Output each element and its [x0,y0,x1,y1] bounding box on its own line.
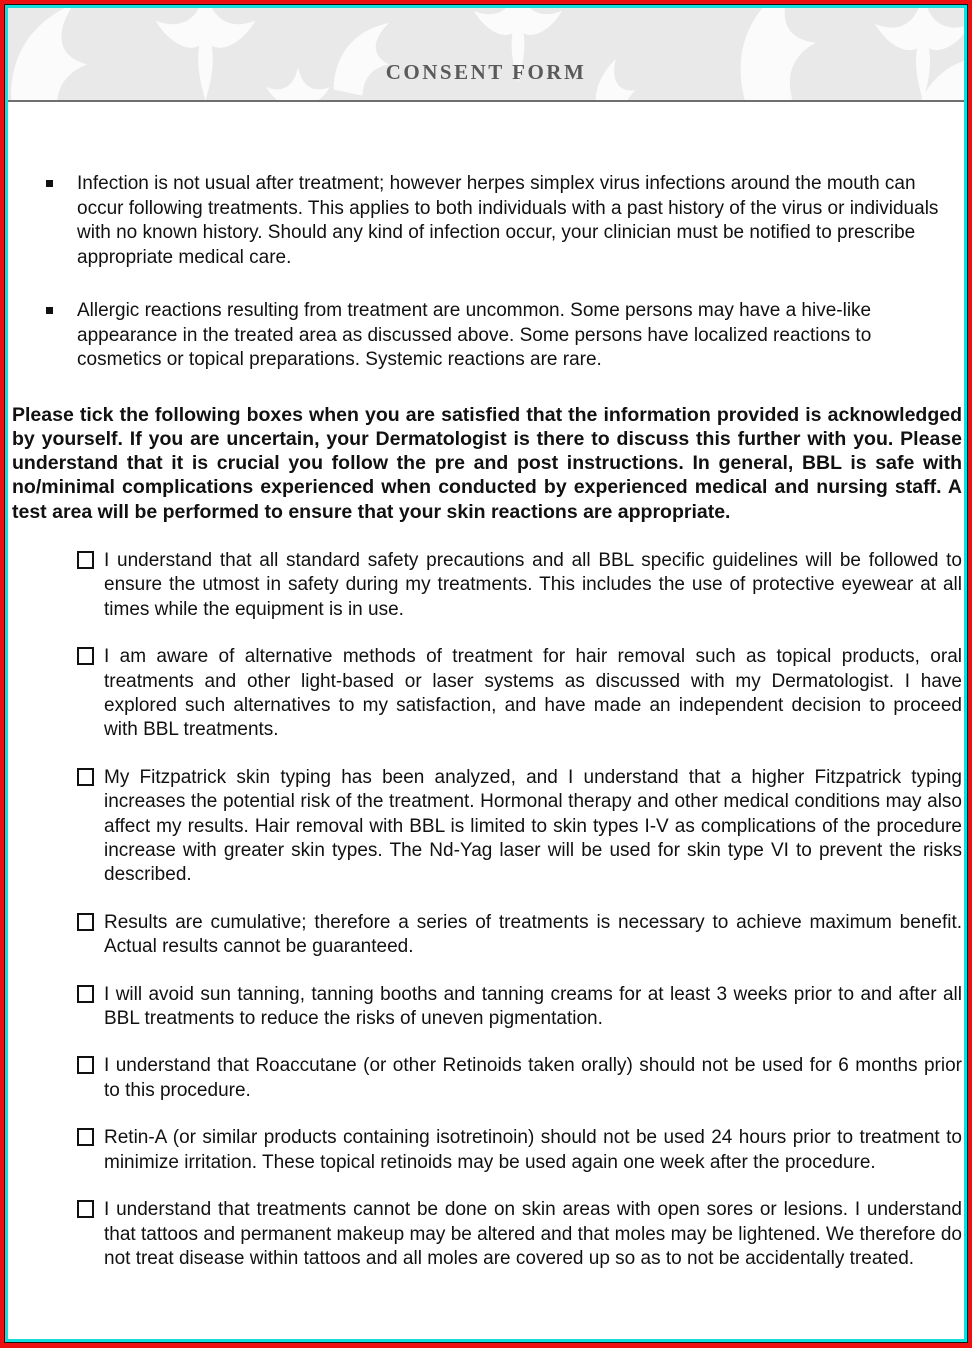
checklist-item-text: Retin-A (or similar products containing isotretinoin) should not be used 24 hours prior to treatment to minimize irritation. These topical retinoids may be used again one week after the procedure. [104,1127,962,1173]
checkbox[interactable] [77,768,94,786]
consent-checklist [77,549,962,1271]
bullet-list [46,172,952,373]
checkbox[interactable] [77,1056,94,1074]
form-body [8,102,964,1271]
checklist-item-text: I understand that treatments cannot be done on skin areas with open sores or lesions. I understand that tattoos and permanent makeup may be altered and that moles may be lightened. We therefore do not treat disease within tattoos and all moles are covered up so as to not be accidentally treated. [104,1199,962,1269]
bullet-item [46,299,952,373]
page-title: CONSENT FORM [385,60,587,84]
checklist-item [77,983,962,1032]
checklist-item [77,645,962,743]
checklist-item-text: I am aware of alternative methods of treatment for hair removal such as topical products, oral treatments and other light-based or laser systems as discussed with my Dermatologist. I have explored such alternatives to my satisfaction, and have made an independent decision to proceed with BBL treatments. [104,646,962,741]
checklist-item-text: I understand that all standard safety precautions and all BBL specific guidelines will be followed to ensure the utmost in safety during my treatments. This includes the use of protective eyewear at all times while the equipment is in use. [104,549,962,620]
checklist-item [77,1126,962,1175]
checkbox[interactable] [77,647,94,665]
bullet-square-icon [46,180,53,187]
bullet-item [46,172,952,270]
checkbox[interactable] [77,1128,94,1146]
checklist-item-text: I understand that Roaccutane (or other Retinoids taken orally) should not be used for 6 months prior to this procedure. [104,1055,962,1101]
bullet-square-icon [46,307,53,314]
checklist-item-text: Results are cumulative; therefore a series of treatments is necessary to achieve maximum benefit. Actual results cannot be guaranteed. [104,911,962,958]
bullet-text: Allergic reactions resulting from treatment are uncommon. Some persons may have a hive-like appearance in the treated area as discussed above. Some persons have localized reactions to cosmetics or topical preparations. Systemic reactions are rare. [77,300,872,370]
checklist-item-text: My Fitzpatrick skin typing has been analyzed, and I understand that a higher Fitzpatrick typing increases the potential risk of the treatment. Hormonal therapy and other medical conditions may also affect my results. Hair removal with BBL is limited to skin types I-V as complications of the procedure increase with greater skin types. The Nd-Yag laser will be used for skin type VI to prevent the risks described. [104,766,962,886]
document-sheet [5,5,967,1342]
checklist-item [77,549,962,622]
bullet-text: Infection is not usual after treatment; however herpes simplex virus infections around the mouth can occur following treatments. This applies to both individuals with a past history of the virus or individuals with no known history. Should any kind of infection occur, your clinician must be notified to prescribe appropriate medical care. [77,173,939,268]
form-header [8,8,964,102]
checklist-item [77,1198,962,1271]
checkbox[interactable] [77,985,94,1003]
checklist-item [77,911,962,960]
instructions-paragraph: Please tick the following boxes when you are satisfied that the information provided is acknowledged by yourself. If you are uncertain, your Dermatologist is there to discuss this further with you. Please understand that it is crucial you follow the pre and post instructions. In general, BBL is safe with no/minimal complications experienced when conducted by experienced medical and nursing staff. A test area will be performed to ensure that your skin reactions are appropriate. [12,403,962,523]
checkbox[interactable] [77,913,94,931]
checkbox[interactable] [77,551,94,569]
checklist-item-text: I will avoid sun tanning, tanning booths and tanning creams for at least 3 weeks prior to and after all BBL treatments to reduce the risks of uneven pigmentation. [104,983,962,1030]
checklist-item [77,1054,962,1103]
damask-pattern-icon [8,8,964,102]
checkbox[interactable] [77,1200,94,1218]
checklist-item [77,766,962,888]
